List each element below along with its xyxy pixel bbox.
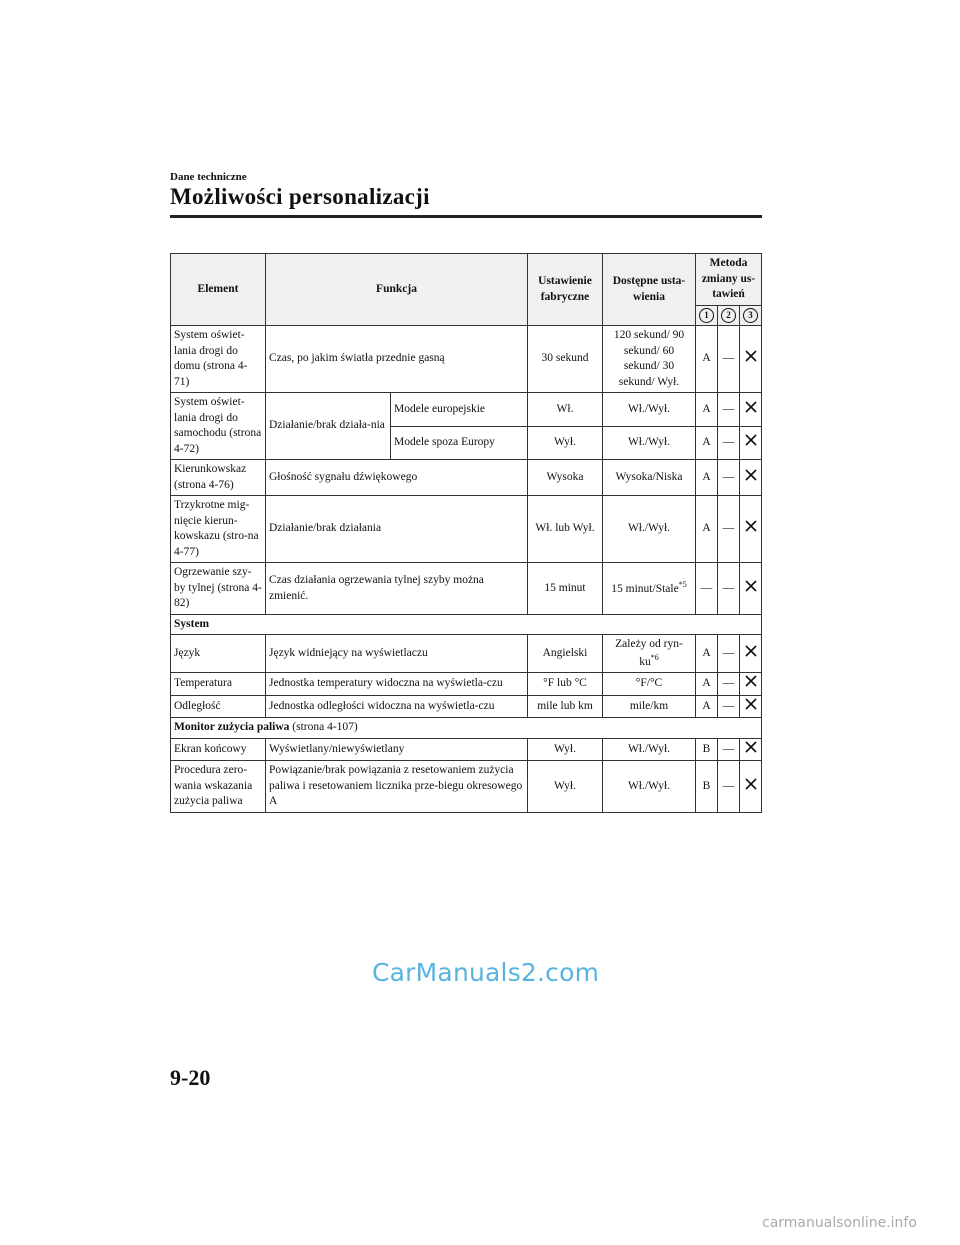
group-system: System (171, 614, 762, 635)
cell-ustawienie: Angielski (528, 635, 603, 673)
cell-funkcja: Język widniejący na wyświetlaczu (266, 635, 528, 673)
cross-icon (740, 673, 762, 696)
cell-m1: A (696, 673, 718, 696)
cell-m1: A (696, 426, 718, 460)
cell-m1: A (696, 393, 718, 427)
customization-table (170, 253, 762, 813)
table-row (171, 673, 762, 696)
table-row (171, 761, 762, 813)
cell-subvariant: Modele spoza Europy (391, 426, 528, 460)
cross-icon (740, 635, 762, 673)
cell-m2: — (718, 761, 740, 813)
header-metoda: Metoda zmiany us-tawień (696, 254, 762, 306)
cross-icon (740, 738, 762, 761)
cell-dostepne: Wł./Wył. (603, 426, 696, 460)
cell-m1: A (696, 326, 718, 393)
header-dostepne: Dostępne usta-wienia (603, 254, 696, 326)
table-row (171, 393, 762, 427)
cell-m2: — (718, 393, 740, 427)
cell-m1: A (696, 635, 718, 673)
source-watermark: carmanualsonline.info (762, 1215, 917, 1231)
cell-element: Ogrzewanie szy-by tylnej (strona 4-82) (171, 563, 266, 615)
group-monitor (171, 718, 762, 739)
cross-icon (740, 393, 762, 427)
cross-icon (740, 426, 762, 460)
cross-icon (740, 496, 762, 563)
cell-ustawienie: 30 sekund (528, 326, 603, 393)
cell-ustawienie: Wył. (528, 426, 603, 460)
cell-funkcja: Czas działania ogrzewania tylnej szyby można zmienić. (266, 563, 528, 615)
cell-ustawienie: Wł. (528, 393, 603, 427)
table-row (171, 326, 762, 393)
cell-m1: B (696, 738, 718, 761)
cell-element: Odległość (171, 695, 266, 718)
table-row (171, 738, 762, 761)
footnote-ref: *5 (678, 579, 687, 589)
page-number: 9-20 (170, 1065, 211, 1090)
cell-dostepne: mile/km (603, 695, 696, 718)
cell-m1: A (696, 695, 718, 718)
watermark-link[interactable]: CarManuals2.com (372, 958, 600, 987)
header-funkcja: Funkcja (266, 254, 528, 326)
cell-funkcja: Wyświetlany/niewyświetlany (266, 738, 528, 761)
cell-element: Procedura zero-wania wskazania zużycia paliwa (171, 761, 266, 813)
cell-ustawienie: Wył. (528, 761, 603, 813)
cell-dostepne: °F/°C (603, 673, 696, 696)
title-rule (170, 215, 762, 218)
cell-m2: — (718, 496, 740, 563)
cell-funkcja: Działanie/brak działania (266, 496, 528, 563)
cell-dostepne-text: 15 minut/Stale (611, 582, 679, 595)
cell-m2: — (718, 635, 740, 673)
table-row (171, 563, 762, 615)
cross-icon (740, 460, 762, 496)
table-row (171, 496, 762, 563)
group-monitor-ref: (strona 4-107) (292, 721, 358, 734)
method-1-icon: 1 (699, 308, 714, 323)
cell-element: Język (171, 635, 266, 673)
table-row (171, 635, 762, 673)
footnote-ref: *6 (650, 652, 659, 662)
cell-ustawienie: °F lub °C (528, 673, 603, 696)
method-3-icon: 3 (743, 308, 758, 323)
cross-icon (740, 563, 762, 615)
cell-dostepne (603, 635, 696, 673)
cell-ustawienie: Wysoka (528, 460, 603, 496)
group-monitor-title: Monitor zużycia paliwa (174, 721, 290, 734)
cell-m1: — (696, 563, 718, 615)
cell-element: Temperatura (171, 673, 266, 696)
table-row (171, 695, 762, 718)
cell-dostepne: Wł./Wył. (603, 738, 696, 761)
cell-dostepne: Wł./Wył. (603, 496, 696, 563)
cell-funkcja: Powiązanie/brak powiązania z resetowaniem zużycia paliwa i resetowaniem licznika prze-biegu okresowego A (266, 761, 528, 813)
cell-element: Ekran końcowy (171, 738, 266, 761)
cell-dostepne: Wysoka/Niska (603, 460, 696, 496)
group-row (171, 614, 762, 635)
cell-funkcja: Działanie/brak działa-nia (266, 393, 391, 460)
cell-ustawienie: Wł. lub Wył. (528, 496, 603, 563)
cell-funkcja: Jednostka odległości widoczna na wyświetla-czu (266, 695, 528, 718)
group-row (171, 718, 762, 739)
cell-m2: — (718, 695, 740, 718)
cell-dostepne-text: Zależy od ryn-ku (615, 638, 683, 668)
cell-m2: — (718, 426, 740, 460)
cell-funkcja: Jednostka temperatury widoczna na wyświetla-czu (266, 673, 528, 696)
cross-icon (740, 326, 762, 393)
cross-icon (740, 695, 762, 718)
method-2-icon: 2 (721, 308, 736, 323)
cell-element: Trzykrotne mig-nięcie kierun-kowskazu (stro-na 4-77) (171, 496, 266, 563)
cell-m2: — (718, 326, 740, 393)
cell-dostepne: Wł./Wył. (603, 761, 696, 813)
cell-ustawienie: 15 minut (528, 563, 603, 615)
cell-m1: A (696, 460, 718, 496)
cell-element: System oświet-lania drogi do domu (strona 4-71) (171, 326, 266, 393)
page-title: Możliwości personalizacji (170, 184, 430, 209)
header-ustawienie: Ustawienie fabryczne (528, 254, 603, 326)
cell-m2: — (718, 673, 740, 696)
cell-m2: — (718, 738, 740, 761)
cell-m2: — (718, 460, 740, 496)
table-row (171, 460, 762, 496)
cell-element: System oświet-lania drogi do samochodu (strona 4-72) (171, 393, 266, 460)
cell-ustawienie: mile lub km (528, 695, 603, 718)
cell-subvariant: Modele europejskie (391, 393, 528, 427)
cell-m1: A (696, 496, 718, 563)
cell-ustawienie: Wył. (528, 738, 603, 761)
cell-m2: — (718, 563, 740, 615)
cell-dostepne (603, 563, 696, 615)
section-name: Dane techniczne (170, 171, 247, 183)
cell-funkcja: Głośność sygnału dźwiękowego (266, 460, 528, 496)
cell-dostepne: Wł./Wył. (603, 393, 696, 427)
cell-funkcja: Czas, po jakim światła przednie gasną (266, 326, 528, 393)
cross-icon (740, 761, 762, 813)
cell-m1: B (696, 761, 718, 813)
cell-element: Kierunkowskaz (strona 4-76) (171, 460, 266, 496)
cell-dostepne: 120 sekund/ 90 sekund/ 60 sekund/ 30 sekund/ Wył. (603, 326, 696, 393)
header-element: Element (171, 254, 266, 326)
